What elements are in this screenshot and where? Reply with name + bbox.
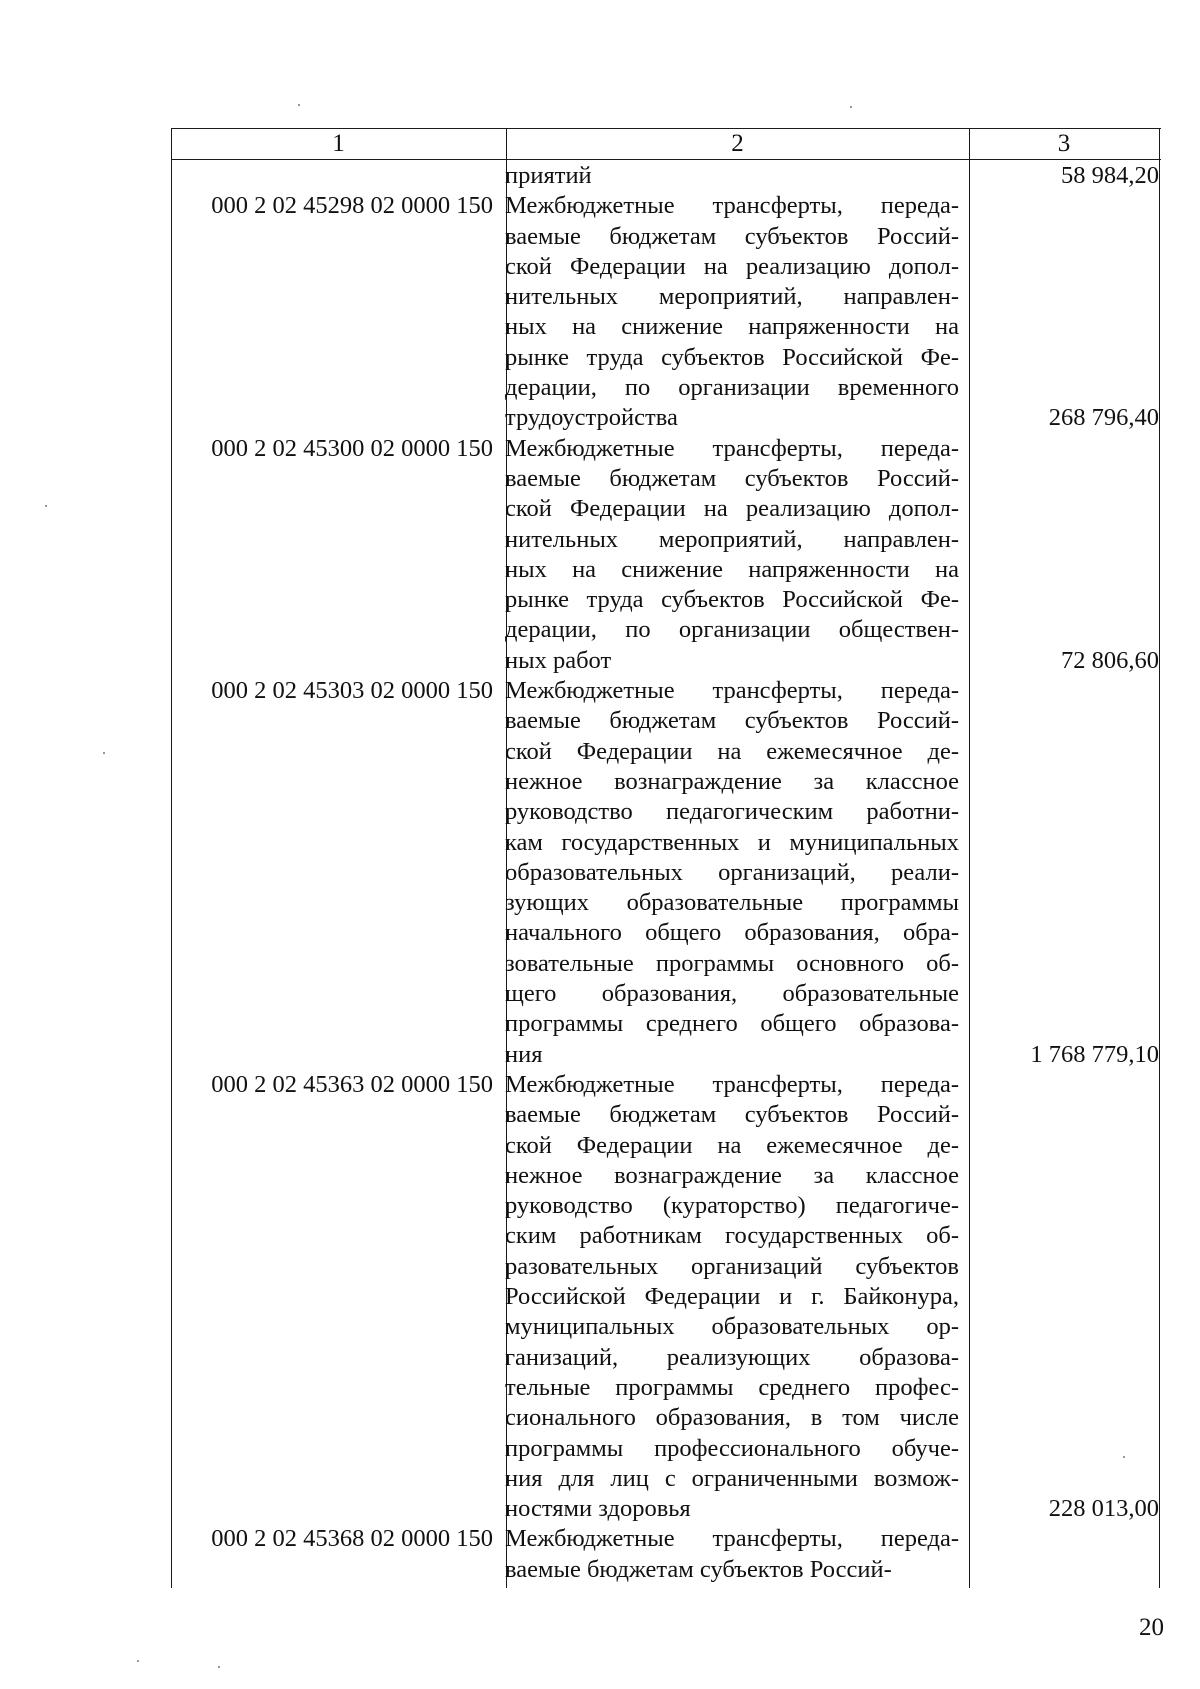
description-line: программы профессионального обуче- [505, 1434, 959, 1462]
description-line: муниципальных образовательных ор- [505, 1313, 959, 1341]
description-line: приятий [505, 162, 592, 189]
scan-speck [137, 1660, 139, 1662]
scan-speck [850, 106, 852, 108]
budget-code-cell: 000 2 02 45303 02 0000 150 [211, 677, 493, 705]
description-line: ния для лиц с ограниченными возмож- [505, 1464, 959, 1492]
description-line: ния [505, 1040, 543, 1068]
description-line: ваемые бюджетам субъектов Россий- [505, 222, 959, 250]
amount-cell [962, 434, 1161, 676]
description-line: ской Федерации на ежемесячное де- [505, 1131, 959, 1159]
description-line: ваемые бюджетам субъектов Россий- [505, 707, 959, 735]
description-line: ским работникам государственных об- [505, 1222, 959, 1250]
description-line: рынке труда субъектов Российской Фе- [505, 586, 959, 614]
description-line: тельные программы среднего профес- [505, 1373, 959, 1401]
description-line: Межбюджетные трансферты, переда- [505, 1525, 959, 1553]
description-line: дерации, по организации временного [505, 374, 959, 402]
scan-speck [298, 104, 300, 106]
scan-speck [218, 1666, 220, 1668]
description-line: ганизаций, реализующих образова- [505, 1343, 959, 1371]
description-cell [497, 434, 962, 676]
budget-code-cell: 000 2 02 45300 02 0000 150 [211, 434, 493, 462]
amount-value: 1 768 779,10 [1030, 1040, 1159, 1068]
table-row [171, 1070, 1161, 1524]
table-row [171, 676, 1161, 1070]
header-col-3: 3 [1057, 130, 1071, 157]
description-line: ской Федерации на реализацию допол- [505, 252, 959, 280]
table-row [171, 191, 1161, 433]
description-line: щего образования, образовательные [505, 980, 959, 1008]
description-line: нежное вознаграждение за классное [505, 1161, 959, 1189]
amount-cell [962, 1524, 1161, 1554]
table-top-border [171, 128, 1161, 129]
amount-cell [962, 191, 1161, 433]
description-line: ных на снижение напряженности на [505, 313, 959, 341]
description-line: нительных мероприятий, направлен- [505, 283, 959, 311]
description-line: ностями здоровья [505, 1495, 691, 1523]
page-number: 20 [1139, 1614, 1164, 1641]
table-body [171, 161, 1161, 1585]
header-col-1: 1 [332, 130, 345, 157]
description-cell [497, 161, 962, 191]
description-line: Межбюджетные трансферты, переда- [505, 1070, 959, 1098]
description-line: кам государственных и муниципальных [505, 828, 959, 856]
description-line: ской Федерации на ежемесячное де- [505, 737, 959, 765]
description-line: ных работ [505, 646, 612, 674]
budget-code-cell: 000 2 02 45363 02 0000 150 [211, 1070, 493, 1098]
description-cell [497, 191, 962, 433]
description-cell [497, 1524, 962, 1585]
scan-speck [45, 505, 47, 507]
header-col-2: 2 [731, 130, 744, 157]
description-cell [497, 676, 962, 1070]
description-line: ваемые бюджетам субъектов Россий- [505, 1555, 892, 1583]
amount-cell [962, 1070, 1161, 1524]
description-line: разовательных организаций субъектов [505, 1252, 959, 1280]
amount-cell [962, 676, 1161, 1070]
amount-value: 72 806,60 [1061, 646, 1159, 674]
description-line: руководство педагогическим работни- [505, 798, 959, 826]
description-line: программы среднего общего образова- [505, 1010, 959, 1038]
description-line: Межбюджетные трансферты, переда- [505, 192, 959, 220]
description-line: ской Федерации на реализацию допол- [505, 495, 959, 523]
description-line: зовательные программы основного об- [505, 949, 959, 977]
description-line: руководство (кураторство) педагогиче- [505, 1192, 959, 1220]
description-line: зующих образовательные программы [505, 889, 959, 917]
description-line: ваемые бюджетам субъектов Россий- [505, 1101, 959, 1129]
table-row [171, 434, 1161, 676]
description-line: образовательных организаций, реали- [505, 858, 959, 886]
description-line: Межбюджетные трансферты, переда- [505, 677, 959, 705]
budget-code-cell: 000 2 02 45298 02 0000 150 [211, 192, 493, 220]
description-line: нительных мероприятий, направлен- [505, 525, 959, 553]
description-line: рынке труда субъектов Российской Фе- [505, 343, 959, 371]
budget-table [171, 128, 1161, 1588]
description-line: Российской Федерации и г. Байконура, [505, 1283, 959, 1311]
budget-code-cell: 000 2 02 45368 02 0000 150 [211, 1525, 493, 1553]
amount-value: 228 013,00 [1048, 1495, 1159, 1523]
header-bottom-border [171, 159, 1161, 160]
description-line: нежное вознаграждение за классное [505, 767, 959, 795]
description-line: ных на снижение напряженности на [505, 555, 959, 583]
description-line: ваемые бюджетам субъектов Россий- [505, 464, 959, 492]
description-line: начального общего образования, обра- [505, 919, 959, 947]
amount-value: 268 796,40 [1048, 404, 1159, 432]
description-line: трудоустройства [505, 404, 678, 432]
description-line: Межбюджетные трансферты, переда- [505, 434, 959, 462]
description-cell [497, 1070, 962, 1524]
amount-value: 58 984,20 [1061, 162, 1159, 189]
scan-speck [103, 752, 105, 754]
description-line: сионального образования, в том числе [505, 1404, 959, 1432]
table-row [171, 161, 1161, 191]
table-row [171, 1524, 1161, 1585]
amount-cell [962, 161, 1161, 191]
description-line: дерации, по организации обществен- [505, 616, 959, 644]
